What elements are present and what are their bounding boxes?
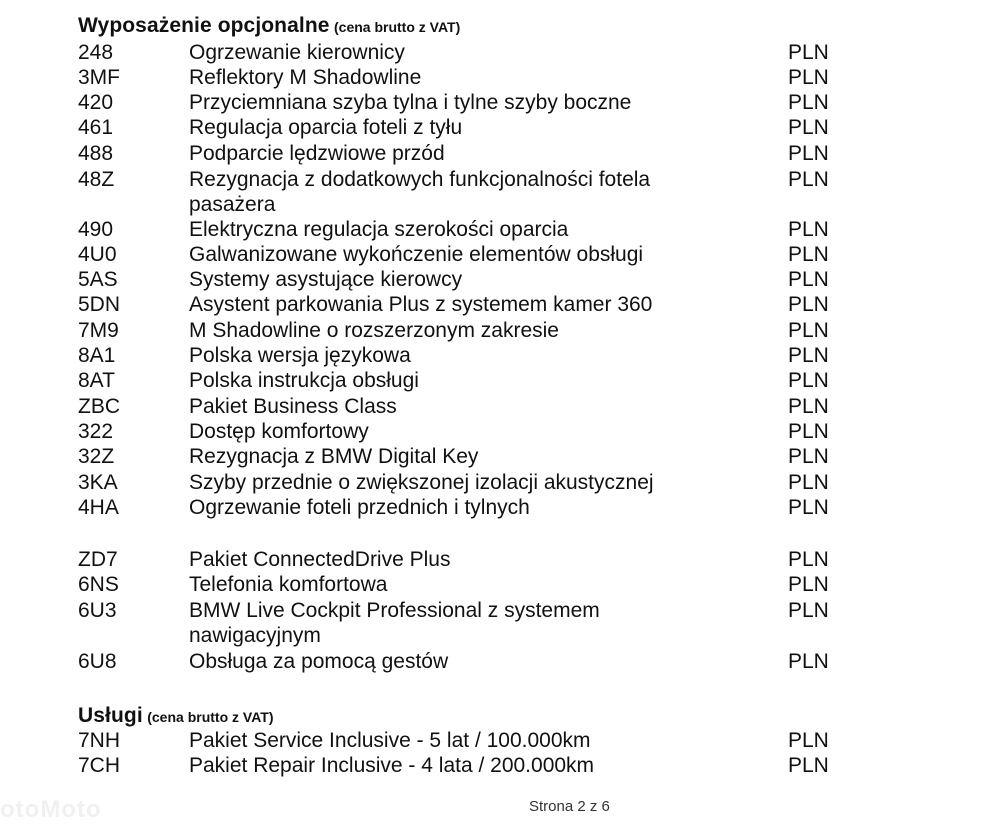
- option-code: 7NH: [78, 729, 121, 752]
- option-description-line: BMW Live Cockpit Professional z systemem: [189, 599, 600, 622]
- option-code: 420: [78, 91, 114, 114]
- option-code: 488: [78, 142, 114, 165]
- option-description-line: pasażera: [189, 193, 276, 216]
- price-currency: PLN: [788, 369, 829, 392]
- option-code: 3MF: [78, 66, 120, 89]
- price-currency: PLN: [788, 599, 829, 622]
- price-currency: PLN: [788, 445, 829, 468]
- option-description: [189, 242, 749, 267]
- option-description: [189, 419, 749, 444]
- price-currency: PLN: [788, 168, 829, 191]
- option-description: [189, 318, 749, 343]
- option-description-line: Dostęp komfortowy: [189, 420, 369, 443]
- option-description-line: Podparcie lędzwiowe przód: [189, 142, 445, 165]
- price-currency: PLN: [788, 268, 829, 291]
- option-description-line: Pakiet Repair Inclusive - 4 lata / 200.000km: [189, 754, 595, 777]
- option-description-line: Elektryczna regulacja szerokości oparcia: [189, 218, 569, 241]
- option-description-line: Rezygnacja z BMW Digital Key: [189, 445, 479, 468]
- option-description: [189, 292, 749, 317]
- price-currency: PLN: [788, 395, 829, 418]
- option-description: [189, 343, 749, 368]
- option-description: [189, 444, 749, 469]
- optional-equipment-title: Wyposażenie opcjonalne: [78, 14, 330, 37]
- option-description: [189, 40, 749, 65]
- option-description: [189, 470, 749, 495]
- price-currency: PLN: [788, 293, 829, 316]
- services-price-note: (cena brutto z VAT): [147, 709, 274, 725]
- option-code: 5DN: [78, 293, 121, 316]
- option-code: 490: [78, 218, 114, 241]
- option-description-line: Galwanizowane wykończenie elementów obsługi: [189, 243, 644, 266]
- option-code: 3KA: [78, 471, 118, 494]
- option-description: [189, 115, 749, 140]
- option-description: [189, 728, 749, 753]
- option-description: [189, 572, 749, 597]
- price-currency: PLN: [788, 729, 829, 752]
- optional-equipment-price-note: (cena brutto z VAT): [334, 19, 461, 35]
- option-description-line: Telefonia komfortowa: [189, 573, 388, 596]
- price-currency: PLN: [788, 218, 829, 241]
- price-currency: PLN: [788, 66, 829, 89]
- price-currency: PLN: [788, 243, 829, 266]
- option-description-line: nawigacyjnym: [189, 624, 321, 647]
- option-description-line: M Shadowline o rozszerzonym zakresie: [189, 319, 559, 342]
- option-description: [189, 394, 749, 419]
- services-title: Usługi: [78, 704, 143, 727]
- option-description-line: Polska wersja językowa: [189, 344, 411, 367]
- option-code: 6NS: [78, 573, 119, 596]
- price-currency: PLN: [788, 754, 829, 777]
- option-description: [189, 753, 749, 778]
- option-code: 4U0: [78, 243, 117, 266]
- option-description: [189, 495, 749, 520]
- option-code: ZBC: [78, 395, 120, 418]
- option-description-line: Przyciemniana szyba tylna i tylne szyby boczne: [189, 91, 632, 114]
- option-description: [189, 217, 749, 242]
- option-description: [189, 167, 749, 217]
- option-description: [189, 267, 749, 292]
- option-description-line: Pakiet ConnectedDrive Plus: [189, 548, 451, 571]
- option-description: [189, 598, 749, 648]
- option-description-line: Pakiet Service Inclusive - 5 lat / 100.000km: [189, 729, 591, 752]
- option-description: [189, 141, 749, 166]
- option-description-line: Systemy asystujące kierowcy: [189, 268, 463, 291]
- watermark-logo: otoMoto: [0, 796, 102, 823]
- option-description-line: Regulacja oparcia foteli z tyłu: [189, 116, 463, 139]
- option-code: 248: [78, 41, 114, 64]
- price-currency: PLN: [788, 548, 829, 571]
- option-code: 48Z: [78, 168, 115, 191]
- option-code: 7CH: [78, 754, 121, 777]
- option-code: 461: [78, 116, 114, 139]
- price-currency: PLN: [788, 91, 829, 114]
- page-number: Strona 2 z 6: [529, 798, 610, 815]
- option-description-line: Rezygnacja z dodatkowych funkcjonalności fotela: [189, 168, 651, 191]
- option-code: ZD7: [78, 548, 118, 571]
- option-description-line: Obsługa za pomocą gestów: [189, 650, 449, 673]
- option-description-line: Ogrzewanie foteli przednich i tylnych: [189, 496, 530, 519]
- option-code: 8AT: [78, 369, 115, 392]
- option-code: 6U8: [78, 650, 117, 673]
- option-description-line: Ogrzewanie kierownicy: [189, 41, 405, 64]
- option-code: 322: [78, 420, 114, 443]
- option-code: 4HA: [78, 496, 119, 519]
- price-currency: PLN: [788, 471, 829, 494]
- option-code: 5AS: [78, 268, 118, 291]
- option-code: 7M9: [78, 319, 119, 342]
- option-code: 8A1: [78, 344, 116, 367]
- price-currency: PLN: [788, 116, 829, 139]
- price-currency: PLN: [788, 41, 829, 64]
- option-description-line: Szyby przednie o zwiększonej izolacji akustycznej: [189, 471, 654, 494]
- option-description: [189, 90, 749, 115]
- price-currency: PLN: [788, 142, 829, 165]
- option-description: [189, 649, 749, 674]
- option-description: [189, 65, 749, 90]
- option-description: [189, 368, 749, 393]
- price-currency: PLN: [788, 496, 829, 519]
- price-currency: PLN: [788, 319, 829, 342]
- option-description-line: Polska instrukcja obsługi: [189, 369, 419, 392]
- services-heading: [78, 704, 274, 728]
- option-description: [189, 547, 749, 572]
- optional-equipment-heading: [78, 14, 460, 38]
- option-code: 6U3: [78, 599, 117, 622]
- option-description-line: Pakiet Business Class: [189, 395, 397, 418]
- price-currency: PLN: [788, 420, 829, 443]
- option-description-line: Reflektory M Shadowline: [189, 66, 422, 89]
- price-currency: PLN: [788, 650, 829, 673]
- price-currency: PLN: [788, 344, 829, 367]
- option-description-line: Asystent parkowania Plus z systemem kamer 360: [189, 293, 653, 316]
- option-code: 32Z: [78, 445, 115, 468]
- price-currency: PLN: [788, 573, 829, 596]
